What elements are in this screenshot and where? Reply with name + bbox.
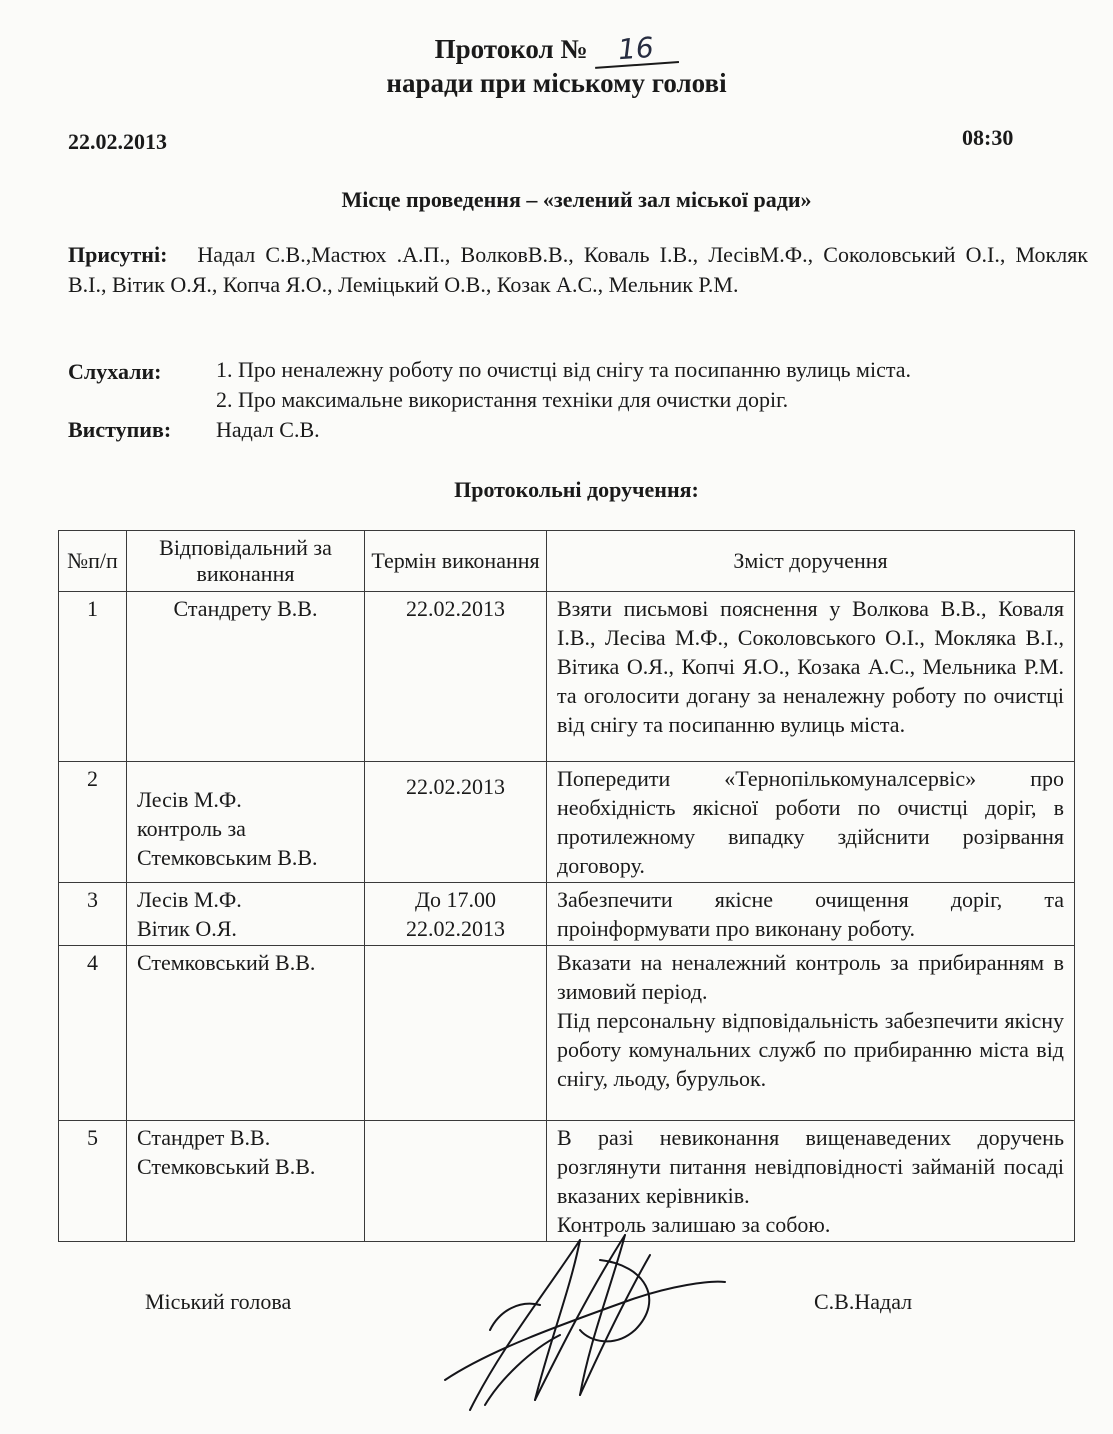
- orders-heading: Протокольні доручення:: [454, 477, 699, 502]
- row-responsible: Лесів М.Ф. контроль за Стемковським В.В.: [127, 762, 365, 883]
- meeting-time: 08:30: [962, 125, 1014, 150]
- protocol-title-prefix: Протокол №: [434, 34, 588, 64]
- table-row: [59, 592, 1075, 762]
- col-header-content: Зміст доручення: [547, 531, 1075, 592]
- row-content: В разі невиконання вищенаведених доручень розглянути питання невідповідності займаній посаді вказаних керівників. Контроль залишаю за собою.: [547, 1121, 1075, 1242]
- speaker-name: Надал С.В.: [216, 417, 320, 442]
- row-content: Вказати на неналежний контроль за прибиранням в зимовий період. Під персональну відповідальність забезпечити якісну роботу комунальних служб по прибиранню міста від снігу, льоду, бурульок.: [547, 946, 1075, 1121]
- protocol-title: [0, 32, 1113, 66]
- orders-header-row: [59, 531, 1075, 592]
- signer-name: С.В.Надал: [814, 1289, 913, 1314]
- row-responsible: Стемковський В.В.: [127, 946, 365, 1121]
- heard-item-2: 2. Про максимальне використання техніки для очистки доріг.: [216, 387, 789, 412]
- table-row: [59, 883, 1075, 946]
- row-term: 22.02.2013: [365, 592, 547, 762]
- speaker-label: Виступив:: [68, 417, 172, 442]
- row-content: Попередити «Тернопількомуналсервіс» про необхідність якісної роботи по очистці доріг, в протилежному випадку здійснити розірвання договору.: [547, 762, 1075, 883]
- meeting-venue: Місце проведення – «зелений зал міської ради»: [341, 187, 812, 212]
- row-term: [365, 946, 547, 1121]
- col-header-term: Термін виконання: [365, 531, 547, 592]
- meeting-date: 22.02.2013: [68, 129, 167, 154]
- row-number: 4: [59, 946, 127, 1121]
- present-label: Присутні:: [68, 242, 168, 267]
- row-number: 3: [59, 883, 127, 946]
- present-list: Надал С.В.,Мастюх .А.П., ВолковВ.В., Коваль І.В., ЛесівМ.Ф., Соколовський О.І., Мокляк В.І., Вітик О.Я., Копча Я.О., Леміцький О.В., Козак А.С., Мельник Р.М.: [68, 242, 1088, 297]
- row-number: 5: [59, 1121, 127, 1242]
- row-responsible: Стандрет В.В. Стемковський В.В.: [127, 1121, 365, 1242]
- row-number: 2: [59, 762, 127, 883]
- protocol-number-handwritten: 16: [593, 31, 679, 69]
- row-content: Забезпечити якісне очищення доріг, та проінформувати про виконану роботу.: [547, 883, 1075, 946]
- row-responsible: Стандрету В.В.: [127, 592, 365, 762]
- protocol-subtitle: наради при міському голові: [386, 68, 727, 98]
- row-content: Взяти письмові пояснення у Волкова В.В., Коваля І.В., Лесіва М.Ф., Соколовського О.І., Мокляка В.І., Вітика О.Я., Копчі Я.О., Козака А.С., Мельника Р.М. та оголосити догану за неналежну роботу по очистці від снігу та посипанню вулиць міста.: [547, 592, 1075, 762]
- table-row: [59, 946, 1075, 1121]
- heard-item-1: 1. Про неналежну роботу по очистці від снігу та посипанню вулиць міста.: [216, 357, 911, 382]
- table-row: [59, 762, 1075, 883]
- handwritten-signature: [430, 1230, 730, 1420]
- row-number: 1: [59, 592, 127, 762]
- row-term: 22.02.2013: [365, 762, 547, 883]
- signer-role: Міський голова: [145, 1289, 292, 1314]
- heard-label: Слухали:: [68, 359, 162, 384]
- table-row: [59, 1121, 1075, 1242]
- orders-table: [58, 530, 1075, 1242]
- col-header-number: №п/п: [59, 531, 127, 592]
- row-term: До 17.00 22.02.2013: [365, 883, 547, 946]
- row-term: [365, 1121, 547, 1242]
- row-responsible: Лесів М.Ф. Вітик О.Я.: [127, 883, 365, 946]
- present-block: [68, 240, 1088, 300]
- col-header-responsible: Відповідальний за виконання: [127, 531, 365, 592]
